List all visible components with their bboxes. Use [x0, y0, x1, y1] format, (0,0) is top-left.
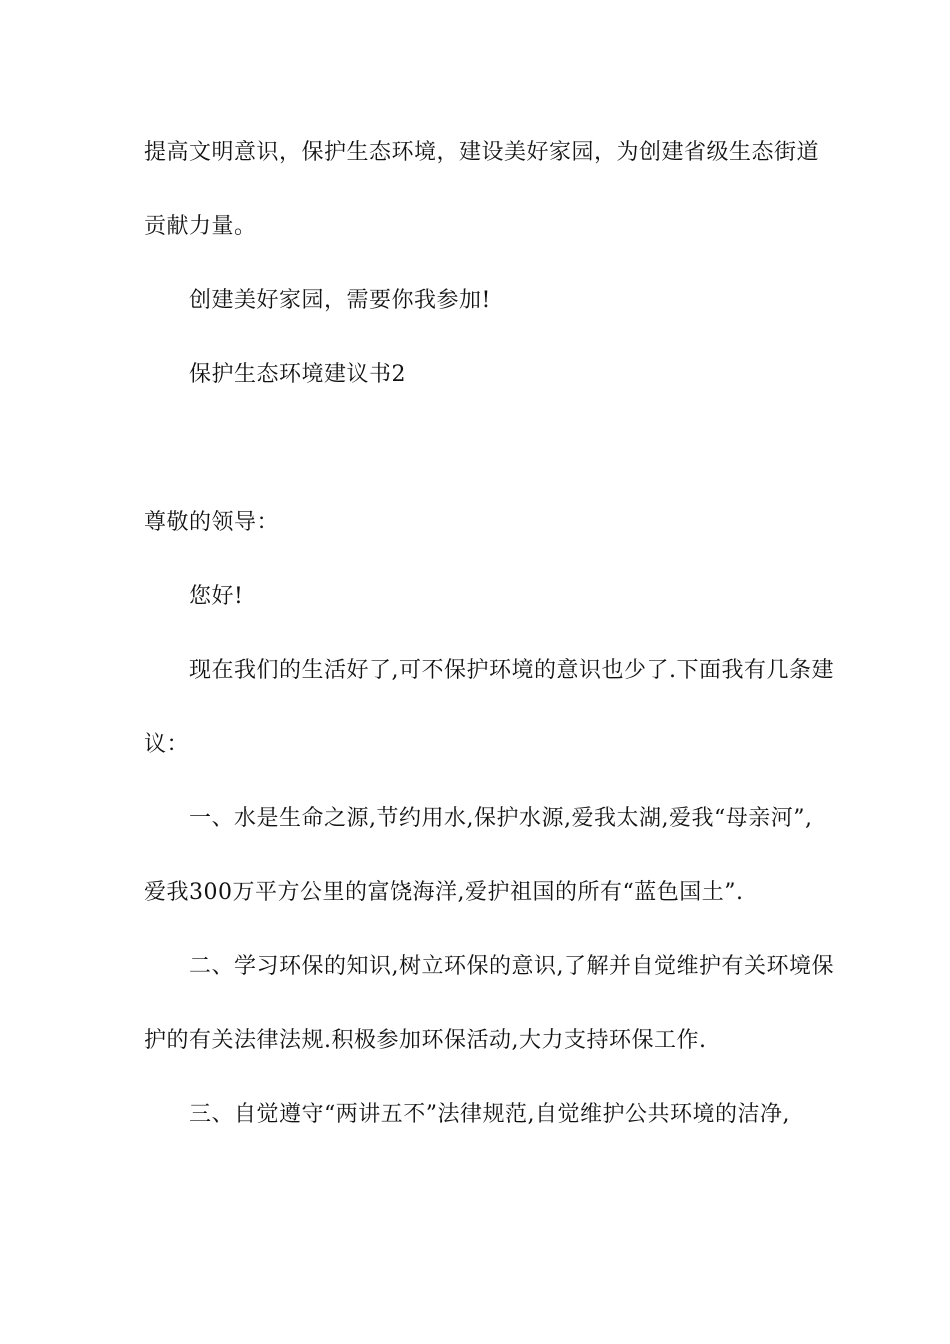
suggestion-2: 二、学习环保的知识,树立环保的意识,了解并自觉维护有关环境保护的有关法律法规.积极参加环保活动,大力支持环保工作. — [144, 954, 834, 1053]
suggestion-3: 三、自觉遵守“两讲五不”法律规范,自觉维护公共环境的洁净, — [189, 1102, 790, 1127]
paragraph-2: 创建美好家园，需要你我参加! — [189, 288, 491, 313]
blank-line — [144, 412, 834, 486]
paragraph-intro: 现在我们的生活好了,可不保护环境的意识也少了.下面我有几条建议： — [144, 658, 834, 757]
greeting: 您好! — [189, 584, 244, 609]
section-title: 保护生态环境建议书2 — [189, 362, 406, 387]
salutation: 尊敬的领导： — [144, 510, 280, 535]
suggestion-1: 一、水是生命之源,节约用水,保护水源,爱我太湖,爱我“母亲河”,爱我300万平方公里的富饶海洋,爱护祖国的所有“蓝色国土”. — [144, 806, 813, 905]
paragraph-1: 提高文明意识，保护生态环境，建设美好家园，为创建省级生态街道贡献力量。 — [144, 140, 820, 239]
document-body — [144, 116, 834, 1152]
